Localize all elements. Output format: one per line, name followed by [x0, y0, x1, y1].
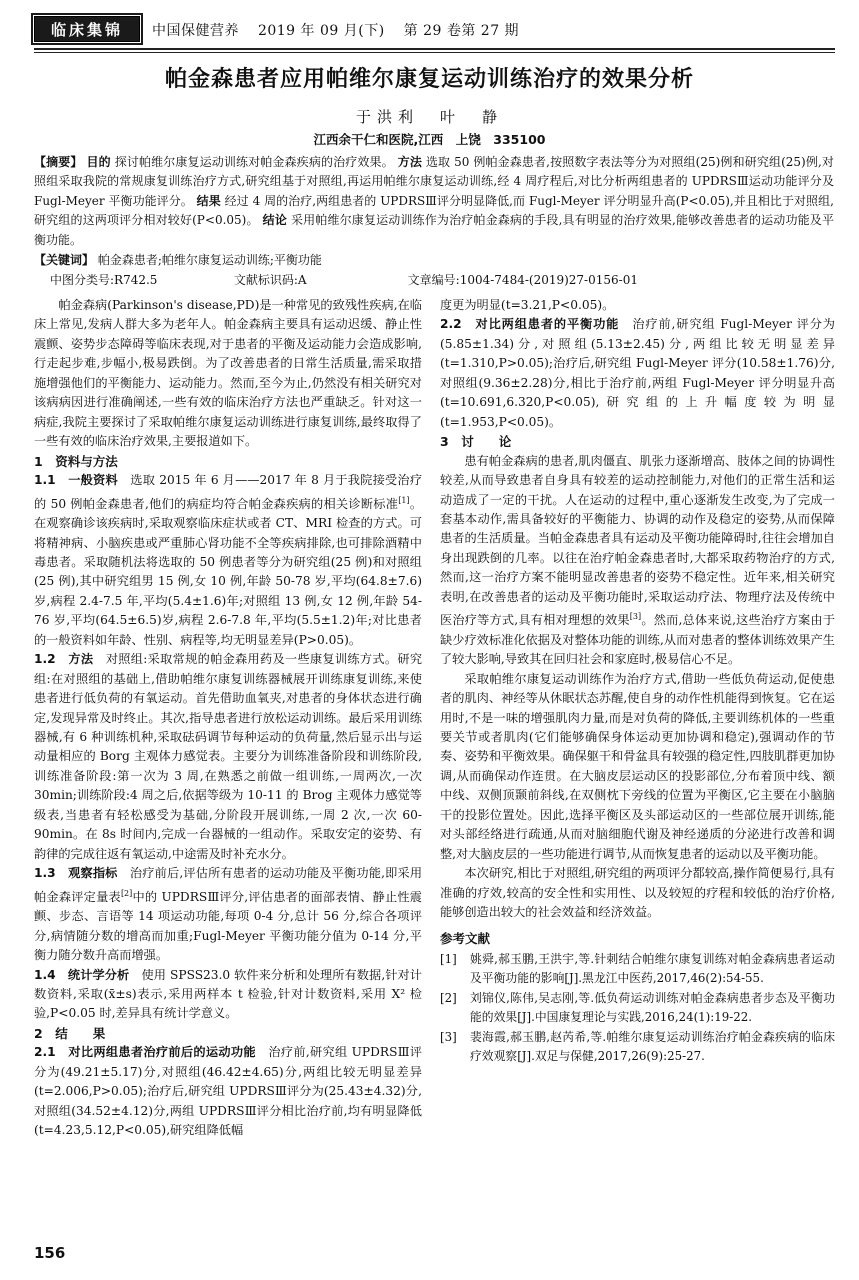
section-1-3-text: 治疗前后,评估所有患者的运动功能及平衡功能,即采用帕金森评定量表	[34, 866, 423, 904]
section-tag: 临床集锦	[34, 16, 140, 42]
heading-1-1: 1.1 一般资料	[34, 473, 118, 488]
volume-issue: 第 29 卷第 27 期	[403, 23, 520, 39]
section-1-3-text-b: 中的 UPDRSⅢ评分,评估患者的面部表情、静止性震颤、步态、言语等 14 项运动功能,每项 0-4 分,总计 56 分,综合各项评分,病情随分数的增高而加重;Fugl-Meyer 平衡功能分值为 0-14 分,平衡力随分数升高而增强。	[34, 889, 422, 963]
citation-2: [2]	[120, 888, 133, 898]
classification-line	[50, 271, 638, 288]
conclusion-text: 采用帕维尔康复运动训练作为治疗帕金森病的手段,具有明显的治疗效果,能够改善患者的运动功能及平衡功能。	[34, 213, 834, 247]
method-label: 方法	[397, 155, 422, 169]
authors: 于洪利 叶 静	[355, 108, 503, 126]
conclusion-label: 结论	[262, 213, 287, 228]
reference-item	[440, 989, 835, 1026]
section-2-2-text: 治疗前,研究组 Fugl-Meyer 评分为(5.85±1.34)分,对照组(5.13±2.45)分,两组比较无明显差异(t=1.310,P>0.05);治疗后,研究组 Fugl-Meyer 评分(10.58±1.76)分,对照组(9.36±2.28)分,相比于治疗前,两组 Fugl-Meyer 评分明显升高(t=10.691,6.320,P<0.05),研究组的上升幅度较为明显(t=1.953,P<0.05)。	[440, 317, 835, 429]
journal-header	[34, 14, 834, 44]
section-heading-2: 2 结 果	[34, 1025, 106, 1041]
reference-item	[440, 1028, 835, 1065]
references-heading: 参考文献	[440, 930, 491, 946]
reference-number: [2]	[440, 991, 457, 1006]
heading-1-2: 1.2 方法	[34, 652, 94, 667]
citation-1: [1]	[398, 495, 410, 505]
section-2-1-text: 治疗前,研究组 UPDRSⅢ评分为(49.21±5.17)分,对照组(46.42±4.65)分,两组比较无明显差异(t=2.006,P>0.05);治疗后,研究组 UPDRSⅢ评分为(25.43±4.32)分,对照组(34.52±4.12)分,两组 UPDRSⅢ评分相比治疗前,均有明显降低(t=4.23,5.12,P<0.05),研究组降低幅	[34, 1045, 422, 1138]
discussion-paragraph-2: 采取帕维尔康复运动训练作为治疗方式,借助一些低负荷运动,促使患者的肌肉、神经等从休眠状态苏醒,使自身的动作性机能得到恢复。它在运用时,不是一味的增强肌肉力量,而是对负荷的降低,主要训练机体的一些重要关节或者肌肉(它们能够确保身体运动更加协调和稳定),强调动作的节奏、姿势和平衡效果。确保躯干和骨盆具有较强的稳定性,四肢肌群更加协调,从而确保动作连贯。在大脑皮层运动区的投影部位,分布着顶中线、额中线、双侧顶颞前斜线,在双侧枕下旁线的位置为平衡区,它主要在小脑脑干的投影位置处。因此,选择平衡区及头部运动区的一些部位展开训练,能对头部经络进行疏通,从而对脑细胞代谢及神经递质的分泌进行改善和调整,对大脑皮层的一些功能进行调节,从而恢复患者的运动以及平衡功能。	[440, 671, 835, 861]
section-1-2-text: 对照组:采取常规的帕金森用药及一些康复训练方式。研究组:在对照组的基础上,借助帕维尔康复训练器械展开训练康复训练,来使患者进行低负荷的有氧运动。首先借助血氧夹,对患者的身体状态进行确定,发现异常及时终止。其次,指导患者进行放松运动训练。最后采用训练器械,有 6 种训练机种,采取砝码调节每种运动的负荷量,然后显示出与运动量相应的 Borg 主观体力感觉表。主要分为训练准备阶段和训练阶段,训练准备阶段:第一次为 3 周,在熟悉之前做一组训练,一周两次,一次 30min;训练阶段:4 周之后,依据等级为 10-11 的 Brog 主观体力感觉等级表,当患者有轻松感受为基础,分阶段开展训练,一周 2 次,一次 60-90min。在 8s 时间内,完成一台器械的一组动作。采取安定的姿势、有韵律的完成往返有氧运动,中途需及时补充水分。	[34, 652, 423, 861]
right-column	[440, 296, 835, 1068]
reference-list	[440, 950, 835, 1066]
abstract	[34, 153, 834, 250]
result-text: 经过 4 周的治疗,两组患者的 UPDRSⅢ评分明显降低,而 Fugl-Meyer 评分明显升高(P<0.05),并且相比于对照组,研究组的这两项评分相对较好(P<0.05)。	[34, 193, 834, 228]
section-heading-3: 3 讨 论	[440, 434, 512, 450]
affiliation: 江西余干仁和医院,江西 上饶 335100	[313, 132, 546, 147]
reference-number: [3]	[440, 1030, 457, 1045]
article-title: 帕金森患者应用帕维尔康复运动训练治疗的效果分析	[164, 67, 694, 92]
keywords	[34, 251, 834, 270]
method-text: 选取 50 例帕金森患者,按照数字表法等分为对照组(25)例和研究组(25)例,对照组采取我院的常规康复训练治疗方式,研究组基于对照组,再运用帕维尔康复运动训练,经 4 周疗程后,对比分析两组患者的 UPDRSⅢ运动功能评分及 Fugl-Meyer 平衡功能评分。	[34, 155, 834, 208]
heading-2-1: 2.1 对比两组患者治疗前后的运动功能	[34, 1045, 256, 1060]
section-1-1-text: 选取 2015 年 6 月——2017 年 8 月于我院接受治疗的 50 例帕金森患者,他们的病症均符合帕金森疾病的相关诊断标准	[34, 473, 423, 511]
result-label: 结果	[196, 193, 221, 208]
reference-text: 裴海霞,郝玉鹏,赵芮希,等.帕维尔康复运动训练治疗帕金森疾病的临床疗效观察[J].双足与保健,2017,26(9):25-27.	[470, 1030, 835, 1063]
journal-name: 中国保健营养	[152, 23, 239, 39]
section-heading-1: 1 资料与方法	[34, 453, 118, 469]
reference-number: [1]	[440, 952, 457, 967]
discussion-p1-text-b: 。然而,总体来说,这些治疗方案由于缺少疗效标准化依据及对整体功能的训练,从而对患者的整体训练效果产生了较大影响,导致其在回归社会和家庭时,极易信心不足。	[440, 613, 836, 667]
discussion-paragraph-3: 本次研究,相比于对照组,研究组的两项评分都较高,操作简便易行,具有准确的疗效,较高的安全性和实用性、以及较短的疗程和较低的治疗价格,能够创造出较大的社会效益和经济效益。	[440, 866, 835, 920]
heading-1-4: 1.4 统计学分析	[34, 967, 130, 982]
reference-item	[440, 950, 835, 987]
header-rule	[34, 48, 835, 50]
heading-2-2: 2.2 对比两组患者的平衡功能	[440, 317, 620, 332]
section-1-4-text: 使用 SPSS23.0 软件来分析和处理所有数据,针对计数资料,采取(x̄±s)表示,采用两样本 t 检验,针对计数资料,采用 X² 检验,P<0.05 时,差异具有统计学意义。	[34, 967, 422, 1021]
section-2-1-continued: 度更为明显(t=3.21,P<0.05)。	[440, 298, 615, 312]
keywords-label: 【关键词】	[34, 253, 95, 267]
journal-info	[152, 20, 533, 40]
objective-text: 探讨帕维尔康复运动训练对帕金森疾病的治疗效果。	[114, 155, 394, 169]
heading-1-3: 1.3 观察指标	[34, 866, 118, 881]
discussion-p1-text: 患有帕金森病的患者,肌肉僵直、肌张力逐渐增高、肢体之间的协调性较差,从而导致患者自身具有较差的运动控制能力,对他们的正常生活和运动造成了一定的干扰。人在运动的过程中,重心逐渐发生改变,为了完成一套基本动作,需具备较好的平衡能力、协调的动作及稳定的姿势,从而保障患者的生活质量。当帕金森患者具有运动及平衡功能障碍时,往往会增加自身出现跌倒的几率。以往在治疗帕金森患者时,大都采取药物治疗的方式,然而,这一治疗方案不能明显改善患者的姿势不稳定性。近年来,相关研究表明,在改善患者的运动及平衡功能时,采取运动疗法、物理疗法及传统中医治疗等方式,具有相对理想的效果	[440, 453, 835, 628]
left-column	[34, 296, 422, 1141]
page-number: 156	[34, 1244, 66, 1262]
objective-label: 目的	[86, 155, 111, 169]
citation-3: [3]	[629, 612, 642, 622]
header-rule-thin	[34, 52, 835, 53]
issue-date: 2019 年 09 月(下)	[257, 23, 385, 39]
abstract-label: 【摘要】	[34, 155, 83, 169]
section-1-1-text-b: 。在观察确诊该疾病时,采取观察临床症状或者 CT、MRI 检查的方式。可将精神病、小脑疾患或严重肺心肾功能不全等疾病排除,也可排除酒精中毒患者。采取随机法将选取的 50 例患者等分为研究组(25 例)和对照组(25 例),其中研究组男 15 例,女 10 例,年龄 50-78 岁,平均(64.8±7.6)岁,病程 2.4-7.5 年,平均(5.4±1.6)年;对照组 13 例,女 12 例,年龄 54-76 岁,平均(64.5±6.5)岁,病程 2.6-7.8 年,平均(5.5±1.2)年;对比患者的一般资料如年龄、性别、病程等,均无明显差异(P>0.05)。	[34, 496, 423, 647]
reference-text: 姚舜,郝玉鹏,王洪宇,等.针刺结合帕维尔康复训练对帕金森病患者运动及平衡功能的影响[J].黑龙江中医药,2017,46(2):54-55.	[470, 952, 835, 985]
document-code: 文献标识码:A	[233, 273, 307, 287]
intro-paragraph: 帕金森病(Parkinson's disease,PD)是一种常见的致残性疾病,在临床上常见,发病人群大多为老年人。帕金森病主要具有运动迟缓、静止性震颤、姿势步态障碍等临床表现,对于患者的平衡及运动能力会造成影响,行走起步难,步幅小,极易跌倒。为了改善患者的日常生活质量,需采取措施增强他们的平衡能力、运动能力。然而,至今为止,仍然没有相关研究对该病病因进行准确阐述,一些有效的临床治疗方法也严重缺乏。针对这一病症,我院主要探讨了采取帕维尔康复运动训练进行康复训练,最终取得了一些有效的临床治疗效果,主要报道如下。	[34, 298, 422, 449]
reference-text: 刘锦仪,陈伟,吴志刚,等.低负荷运动训练对帕金森病患者步态及平衡功能的效果[J].中国康复理论与实践,2016,24(1):19-22.	[470, 991, 835, 1024]
keywords-text: 帕金森患者;帕维尔康复运动训练;平衡功能	[97, 253, 322, 267]
discussion-paragraph-1	[440, 452, 835, 670]
clc-number: 中图分类号:R742.5	[50, 273, 158, 287]
article-number: 文章编号:1004-7484-(2019)27-0156-01	[407, 273, 638, 287]
